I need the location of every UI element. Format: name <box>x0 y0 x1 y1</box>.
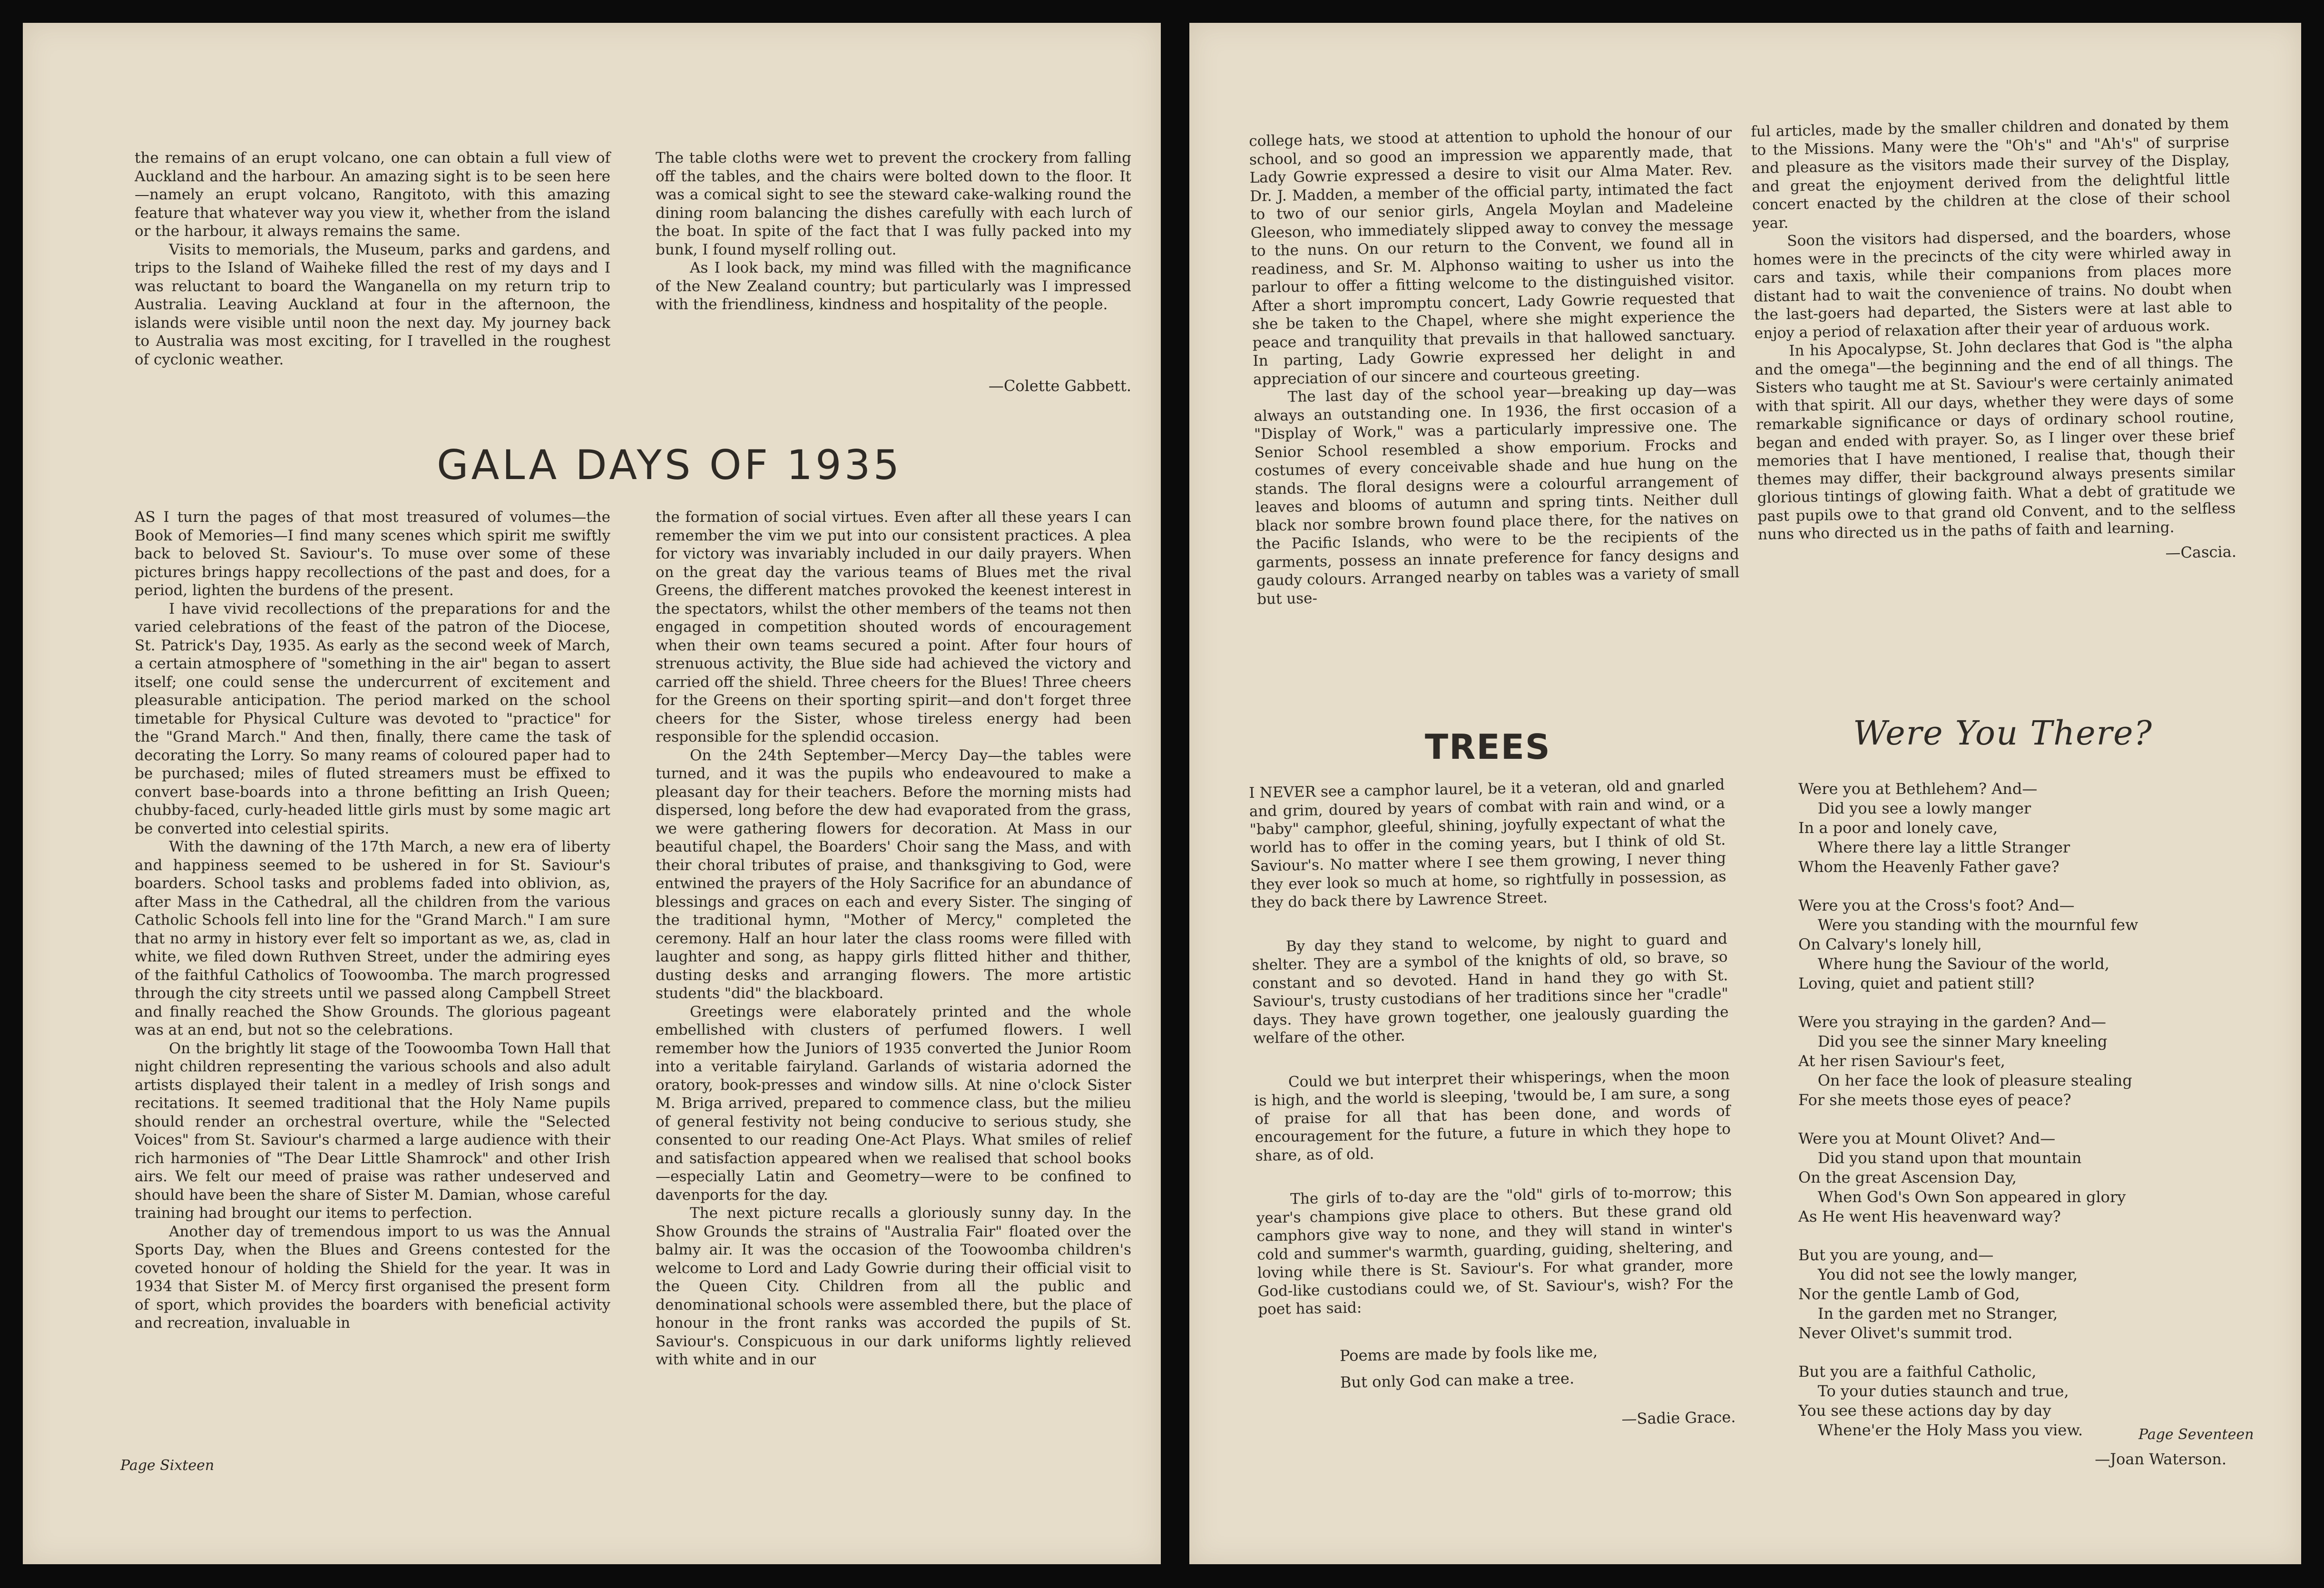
paragraph: Another day of tremendous import to us was the Annual Sports Day, when the Blues and Greens contested for the coveted honour of holding the Shield for the year. It was in 1934 that Sister M. of Mercy first organised the present form of sport, which provides the boarders with beneficial activity and recreation, invaluable in <box>135 1223 610 1332</box>
poem-line: On Calvary's lonely hill, <box>1798 935 1982 953</box>
paragraph: I have vivid recollections of the preparations for and the varied celebrations of the feast of the patron of the Diocese, St. Patrick's Day, 1935. As early as the second week of March, a certain atmosphere of "something in the air" began to assert itself; one could sense the undercurrent of excitement and pleasurable anticipation. The period marked on the school timetable for Physical Culture was devoted to "practice" for the "Grand March." And then, finally, there came the task of decorating the Lorry. So many reams of coloured paper had to be purchased; miles of fluted streamers must be effixed to convert base-boards into a throne befitting an Irish Queen; chubby-faced, curly-headed little girls must by some magic art be converted into celestial spirits. <box>135 600 610 837</box>
poem-line: Loving, quiet and patient still? <box>1798 974 2035 992</box>
poem-line: In a poor and lonely cave, <box>1798 819 1998 837</box>
poem-line: Were you straying in the garden? And— <box>1798 1013 2106 1031</box>
poem-line: On the great Ascension Day, <box>1798 1168 2017 1186</box>
trees-article <box>1249 776 1736 1434</box>
were-you-there-poem <box>1798 779 2226 1469</box>
left-top-column-2 <box>656 149 1131 314</box>
paragraph: By day they stand to welcome, by night to guard and shelter. They are a symbol of the knights of old, so brave, so constant and so devoted. Hand in hand they go with St. Saviour's, trusty custodians of her traditions since her "cradle" days. They have grown together, one jealously guarding the welfare of the other. <box>1252 930 1729 1047</box>
paragraph: the formation of social virtues. Even after all these years I can remember the vim we put into our consistent practices. A plea for victory was invariably included in our daily prayers. When on the great day the various teams of Blues met the rival Greens, the different matches provoked the keenest interest in the spectators, whilst the other members of the teams not then engaged in competition shouted words of encouragement when their own teams secured a point. After four hours of strenuous activity, the Blue side had achieved the victory and carried off the shield. Three cheers for the Blues! Three cheers for the Greens on their sporting spirit—and don't forget three cheers for the Sister, whose tireless energy had been responsible for the splendid occasion. <box>656 509 1131 745</box>
trees-title: TREES <box>1425 727 1551 767</box>
poem-line: In the garden met no Stranger, <box>1798 1304 2058 1323</box>
poem-line: When God's Own Son appeared in glory <box>1798 1188 2126 1206</box>
paragraph: As I look back, my mind was filled with the magnificance of the New Zealand country; but particularly was I impressed with the friendliness, kindness and hospitality of the people. <box>656 259 1131 313</box>
poem-quote <box>1340 1335 1736 1395</box>
right-page <box>1189 23 2301 1564</box>
right-column-1 <box>1249 124 1740 608</box>
poem-line: You did not see the lowly manger, <box>1798 1265 2078 1284</box>
right-column-2 <box>1751 114 2236 569</box>
paragraph: The girls of to-day are the "old" girls of to-morrow; this year's champions give place to others. But these grand old camphors give way to none, and they will stand in winter's cold and summer's warmth, guarding, guiding, sheltering, and loving while there is St. Saviour's. For what grander, more God-like custodians could we, of St. Saviour's, wish? For the poet has said: <box>1256 1183 1734 1318</box>
paragraph: ful articles, made by the smaller children and donated by them to the Missions. Many were the "Oh's" and "Ah's" of surprise and pleasure as the visitors made their survey of the Display, and great the enjoyment derived from the delightful little concert enacted by the children at the close of their school year. <box>1751 115 2231 232</box>
left-page <box>23 23 1161 1564</box>
paragraph: In his Apocalypse, St. John declares that God is "the alpha and the omega"—the beginning and the end of all things. The Sisters who taught me at St. Saviour's were certainly animated with that spirit. All our days, whether they were days of some remarkable significance or days of ordinary school routine, began and ended with prayer. So, as I linger over these brief memories that I have mentioned, I realise that, though their themes may differ, their background always presents similar glorious tintings of glowing faith. What a debt of gratitude we past pupils owe to that grand old Convent, and to the selfless nuns who directed us in the paths of faith and learning. <box>1755 334 2236 543</box>
page-number-right: Page Seventeen <box>2138 1426 2254 1443</box>
gala-column-1 <box>135 508 610 1333</box>
poem-stanza <box>1798 1012 2226 1110</box>
paragraph: The table cloths were wet to prevent the crockery from falling off the tables, and the chairs were bolted down to the floor. It was a comical sight to see the steward cake-walking round the dining room balancing the dishes carefully with each lurch of the boat. In spite of the fact that I was fully packed into my bunk, I found myself rolling out. <box>656 149 1131 258</box>
paragraph: With the dawning of the 17th March, a new era of liberty and happiness seemed to be ushered in for St. Saviour's boarders. School tasks and problems faded into oblivion, as, after Mass in the Cathedral, all the children from the various Catholic Schools fell into line for the "Grand March." I am sure that no army in history ever felt so important as we, as, clad in white, we filed down Ruthven Street, under the admiring eyes of the faithful Catholics of Toowoomba. The march progressed through the city streets until we passed along Campbell Street and finally reached the Show Grounds. The glorious pageant was at an end, but not so the celebrations. <box>135 838 610 1039</box>
poem-signature: —Joan Waterson. <box>2095 1450 2226 1468</box>
paragraph: Greetings were elaborately printed and the whole embellished with clusters of perfumed flowers. I well remember how the Juniors of 1935 converted the Junior Room into a veritable fairyland. Garlands of wistaria adorned the oratory, book-presses and window sills. At nine o'clock Sister M. Briga arrived, prepared to commence class, but the milieu of general festivity not being conducive to serious study, she consented to our reading One-Act Plays. What smiles of relief and satisfaction appeared when we realised that school books—especially Latin and Geometry—were to be confined to davenports for the day. <box>656 1003 1131 1204</box>
paragraph: On the 24th September—Mercy Day—the tables were turned, and it was the pupils who endeavoured to make a pleasant day for their teachers. Before the morning mists had dispersed, long before the dew had evaporated from the grass, we were gathering flowers for decoration. At Mass in our beautiful chapel, the Boarders' Choir sang the Mass, and with their choral tributes of praise, and thanksgiving to God, were entwined the prayers of the Holy Sacrifice for an abundance of blessings and graces on each and every Sister. The singing of the traditional hymn, "Mother of Mercy," completed the ceremony. Half an hour later the class rooms were filled with laughter and song, as happy girls flitted hither and thither, dusting desks and arranging flowers. The more artistic students "did" the blackboard. <box>656 746 1131 1002</box>
poem-line: But you are young, and— <box>1798 1246 1994 1264</box>
quote-line: Poems are made by fools like me, <box>1339 1342 1598 1365</box>
poem-line: Were you at Bethlehem? And— <box>1798 780 2038 798</box>
paragraph: Soon the visitors had dispersed, and the boarders, whose homes were in the precincts of the city were whirled away in cars and taxis, while their companions from places more distant had to wait the convenience of trains. No doubt when the last-goers had departed, the Sisters were at last able to enjoy a period of relaxation after their year of arduous work. <box>1753 225 2233 342</box>
poem-line: Were you standing with the mournful few <box>1798 916 2138 934</box>
poem-line: Nor the gentle Lamb of God, <box>1798 1285 2020 1303</box>
paragraph: Could we but interpret their whisperings, when the moon is high, and the world is sleeping, 'twould be, I am sure, a song of praise for all that has been done, and words of encouragement for the future, a future in which they hope to share, as of old. <box>1254 1065 1731 1165</box>
were-you-there-title: Were You There? <box>1853 714 2153 753</box>
quote-line: But only God can make a tree. <box>1340 1369 1575 1392</box>
poem-line: On her face the look of pleasure stealing <box>1798 1071 2132 1089</box>
poem-line: Whene'er the Holy Mass you view. <box>1798 1421 2083 1439</box>
gala-days-title: GALA DAYS OF 1935 <box>437 441 902 489</box>
paragraph: AS I turn the pages of that most treasured of volumes—the Book of Memories—I find many scenes which spirit me swiftly back to beloved St. Saviour's. To muse over some of these pictures brings happy recollections of the past and does, for a period, lighten the burdens of the present. <box>135 509 610 599</box>
article-signature: —Cascia. <box>2165 542 2237 562</box>
poem-line: For she meets those eyes of peace? <box>1798 1091 2071 1109</box>
poem-line: You see these actions day by day <box>1798 1402 2051 1420</box>
poem-line: Where hung the Saviour of the world, <box>1798 955 2109 973</box>
poem-line: Did you see the sinner Mary kneeling <box>1798 1032 2108 1050</box>
paragraph: The last day of the school year—breaking up day—was always an outstanding one. In 1936, the first occasion of a "Display of Work," was a particularly impressive one. The Senior School resembled a show emporium. Frocks and costumes of every conceivable shade and hue hung on the stands. The floral designs were a colourful arrangement of leaves and blooms of autumn and spring tints. Neither dull black nor sombre brown found place there, for the natives on the Pacific Islands, who were to be the recipients of the garments, possess an innate preference for fancy designs and gaudy colours. Arranged nearby on tables was a variety of small but use- <box>1254 381 1740 608</box>
poem-line: Were you at the Cross's foot? And— <box>1798 896 2075 914</box>
poem-line: As He went His heavenward way? <box>1798 1207 2061 1225</box>
poem-stanza <box>1798 896 2226 993</box>
paragraph: Visits to memorials, the Museum, parks and gardens, and trips to the Island of Waiheke filled the rest of my days and I was reluctant to board the Wanganella on my return trip to Australia. Leaving Auckland at four in the afternoon, the islands were visible until noon the next day. My journey back to Australia was most exciting, for I travelled in the roughest of cyclonic weather. <box>135 241 610 368</box>
gala-column-2 <box>656 508 1131 1369</box>
left-top-column-1 <box>135 149 610 369</box>
paragraph: college hats, we stood at attention to uphold the honour of our school, and so good an impression we apparently made, that Lady Gowrie expressed a desire to visit our Alma Mater. Rev. Dr. J. Madden, a member of the official party, intimated the fact to two of our senior girls, Angela Moylan and Madeleine Gleeson, who immediately slipped away to convey the message to the nuns. On our return to the Convent, we found all in readiness, and Sr. M. Alphonso waiting to usher us into the parlour to offer a fitting welcome to the distinguished visitor. After a short impromptu concert, Lady Gowrie requested that she be taken to the Chapel, where she might experience the peace and tranquility that prevails in that hallowed sanctuary. In parting, Lady Gowrie expressed her delight in and appreciation of our sincere and courteous greeting. <box>1249 124 1736 388</box>
poem-line: Did you see a lowly manger <box>1798 799 2031 817</box>
poem-line: Never Olivet's summit trod. <box>1798 1324 2013 1342</box>
poem-line: At her risen Saviour's feet, <box>1798 1052 2005 1070</box>
poem-line: Did you stand upon that mountain <box>1798 1149 2082 1167</box>
paragraph: The next picture recalls a gloriously sunny day. In the Show Grounds the strains of "Australia Fair" floated over the balmy air. It was the occasion of the Toowoomba children's welcome to Lord and Lady Gowrie during their official visit to the Queen City. Children from all the public and denominational schools were assembled there, but the place of honour in the front ranks was accorded the pupils of St. Saviour's. Conspicuous in our dark uniforms lightly relieved with white and in our <box>656 1205 1131 1368</box>
poem-line: To your duties staunch and true, <box>1798 1382 2069 1400</box>
poem-stanza <box>1798 1129 2226 1226</box>
article-signature: —Sadie Grace. <box>1621 1407 1736 1428</box>
poem-stanza <box>1798 1245 2226 1343</box>
paragraph: On the brightly lit stage of the Toowoomba Town Hall that night children representing the various schools and also adult artists displayed their talent in a medley of Irish songs and recitations. It seemed traditional that the Holy Name pupils should render an orchestral overture, while the "Selected Voices" from St. Saviour's charmed a large audience with their rich harmonies of "The Dear Little Shamrock" and other Irish airs. We felt our meed of praise was rather undeserved and should have been the share of Sister M. Damian, whose careful training had brought our items to perfection. <box>135 1039 610 1222</box>
colette-signature-block <box>656 370 1131 395</box>
poem-line: Where there lay a little Stranger <box>1798 838 2070 856</box>
poem-line: Were you at Mount Olivet? And— <box>1798 1129 2056 1147</box>
page-number-left: Page Sixteen <box>120 1457 215 1474</box>
poem-stanza <box>1798 779 2226 877</box>
paragraph: the remains of an erupt volcano, one can obtain a full view of Auckland and the harbour. An amazing sight is to be seen here—namely an erupt volcano, Rangitoto, with this amazing feature that whatever way you view it, whether from the island or the harbour, it always remains the same. <box>135 149 610 240</box>
poem-line: But you are a faithful Catholic, <box>1798 1363 2037 1381</box>
article-signature: —Colette Gabbett. <box>988 377 1131 395</box>
paragraph: I NEVER see a camphor laurel, be it a veteran, old and gnarled and grim, doured by years of combat with rain and wind, or a "baby" camphor, gleeful, shining, joyfully expectant of what the world has to offer in the coming years, but I think of old St. Saviour's. No matter where I see them growing, I never thing they ever look so much at home, so rightfully in possession, as they do back there by Lawrence Street. <box>1249 776 1726 912</box>
poem-line: Whom the Heavenly Father gave? <box>1798 858 2059 876</box>
